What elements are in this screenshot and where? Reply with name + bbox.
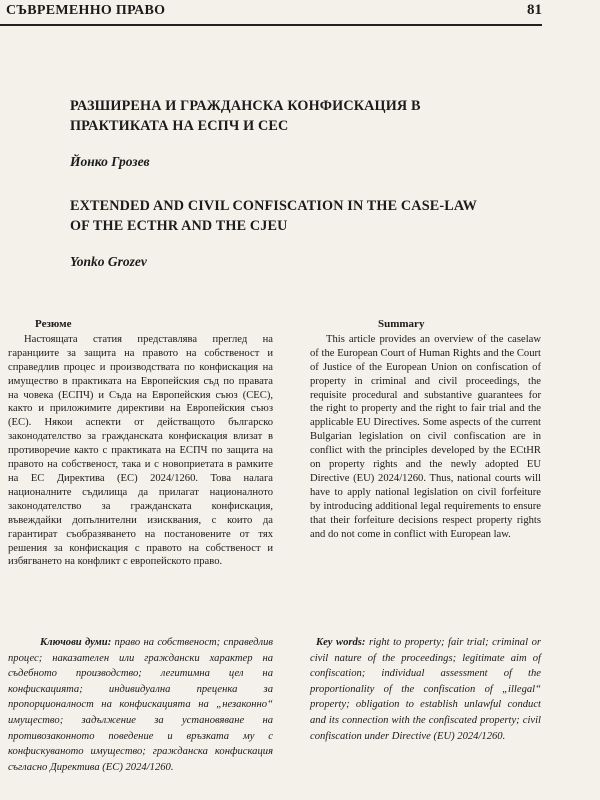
english-summary xyxy=(310,318,541,542)
bulgarian-keywords-label: Ключови думи: xyxy=(40,637,112,648)
english-keywords xyxy=(310,635,541,744)
english-title-line-1: EXTENDED AND CIVIL CONFISCATION IN THE CASE-LAW xyxy=(70,198,478,214)
bulgarian-summary-text: Настоящата статия представлява преглед на гаранциите за защита на правото на собственост и справедлив процес и производствата по конфискация на имущество в практиката на Европейския съд по правата на човека (ЕСПЧ) и Съда на Европейския съюз (СЕС), както и приложимите директиви на Европейския съюз (ЕС). Някои аспекти от действащото българско законодателство за гражданската конфискация влизат в противоречие както с практиката на ЕСПЧ по защита на правото на собственост, така и с новоприетата в рамките на ЕС Директива (ЕС) 2024/1260. Това налага националните съдилища да прилагат националното законодателство за гражданската конфискация, въвеждайки допълнителни изисквания, с които да гарантират съобразяването на постановените от тях решения за конфискация с правото на собственост и избягването на конфликт с европейското право. xyxy=(8,333,273,568)
bulgarian-summary-heading: Резюме xyxy=(35,318,72,330)
bulgarian-title-line-2: ПРАКТИКАТА НА ЕСПЧ И СЕС xyxy=(70,118,289,134)
bulgarian-title-line-1: РАЗШИРЕНА И ГРАЖДАНСКА КОНФИСКАЦИЯ В xyxy=(70,98,421,114)
header-rule xyxy=(0,24,542,26)
bulgarian-summary xyxy=(8,318,273,569)
bulgarian-title xyxy=(70,96,421,136)
english-title-line-2: OF THE ECTHR AND THE CJEU xyxy=(70,218,288,234)
bulgarian-author: Йонко Грозев xyxy=(70,154,150,169)
running-header xyxy=(0,0,600,26)
bulgarian-keywords-text: право на собственост; справедлив процес; наказателен или граждански характер на съдебното производство; легитимна цел на конфискацията; индивидуална преценка за пропорционалност на конфискацията на „незаконно“ имущество; задължение за установяване на противозаконното поведение и връзката му с конфискуваното имущество; гражданска конфискация съгласно Директива (ЕС) 2024/1260. xyxy=(8,637,273,773)
english-title xyxy=(70,196,477,236)
bulgarian-keywords xyxy=(8,635,273,775)
page-number: 81 xyxy=(527,2,542,18)
journal-title: СЪВРЕМЕННО ПРАВО xyxy=(6,3,166,18)
english-summary-heading: Summary xyxy=(378,318,425,330)
english-author: Yonko Grozev xyxy=(70,254,147,269)
english-summary-text: This article provides an overview of the caselaw of the European Court of Human Rights and the Court of Justice of the European Union on confiscation of property in criminal and civil proceedings, the requisite procedural and substantive guarantees for the right to property and the right to fair trial and the applicable EU Directives. Some aspects of the current Bulgarian legislation on civil confiscation are in conflict with the principles developed by the ECtHR on property rights and the newly adopted EU Directive (EU) 2024/1260. Thus, national courts will have to apply national legislation on civil forfeiture by introducing additional legal requirements to ensure that their forfeiture decisions respect property rights and do not come in conflict with European law. xyxy=(310,333,541,540)
english-keywords-label: Key words: xyxy=(316,637,366,648)
english-keywords-text: right to property; fair trial; criminal or civil nature of the proceedings; legitimate aim of confiscation; individual assessment of the proportionality of the confiscation of „illegal“ property; obligation to establish unlawful conduct and its connection with the confiscated property; civil confiscation under Directive (EU) 2024/1260. xyxy=(310,637,541,742)
